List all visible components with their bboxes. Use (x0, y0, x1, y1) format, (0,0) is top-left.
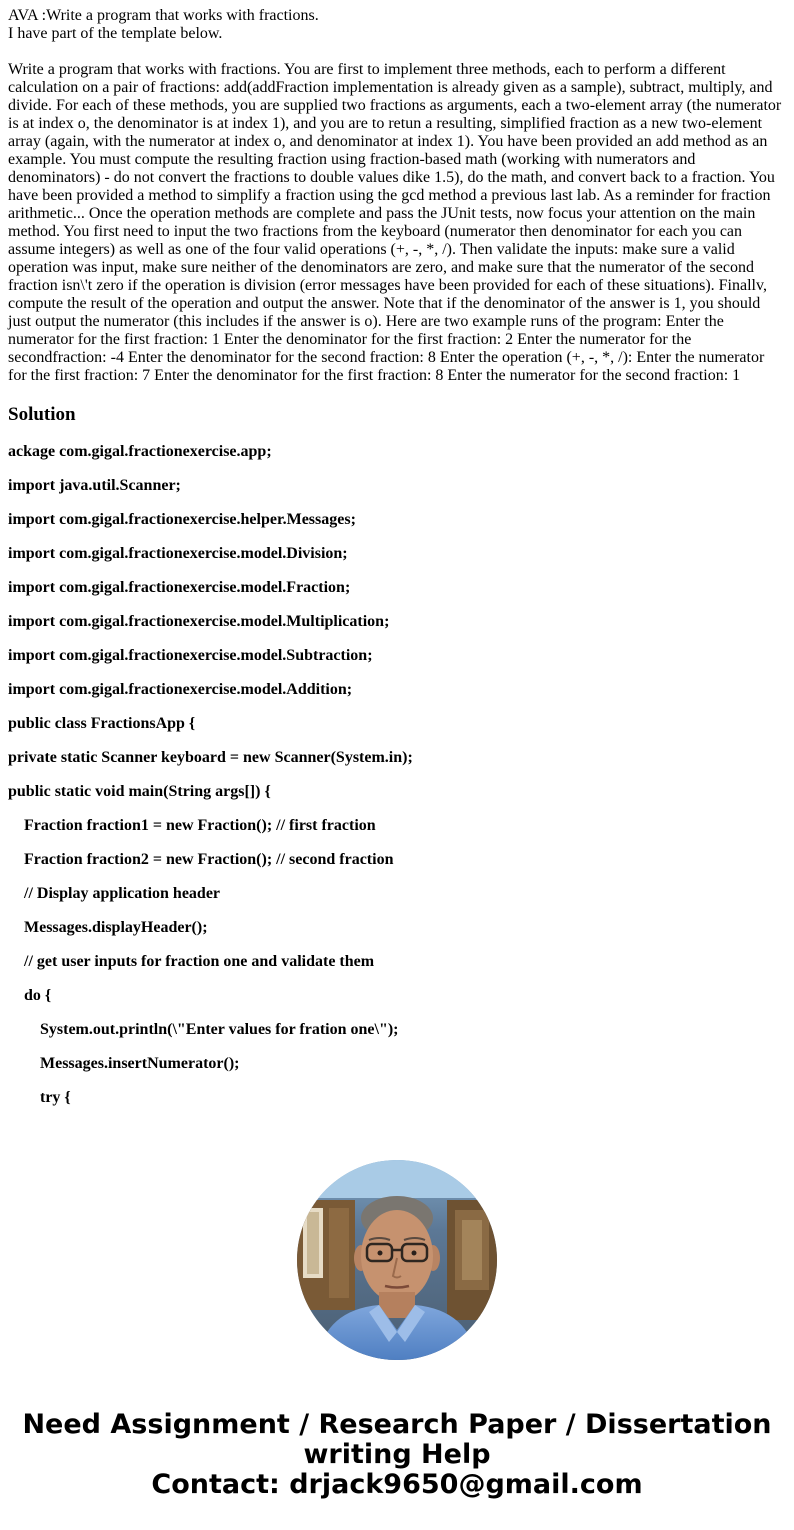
page (0, 7, 794, 1107)
code-line: do { (8, 987, 52, 1004)
intro-line-1: AVA :Write a program that works with fractions. (8, 7, 319, 24)
solution-heading: Solution (8, 404, 76, 425)
code-line: Fraction fraction2 = new Fraction(); // second fraction (8, 851, 394, 868)
code-line: public static void main(String args[]) { (8, 783, 271, 800)
promo-line-1: Need Assignment / Research Paper / Dissertation (22, 1409, 772, 1440)
code-line: public class FractionsApp { (8, 715, 196, 732)
code-line: Messages.insertNumerator(); (8, 1055, 240, 1072)
tutor-photo-drawing (297, 1160, 497, 1360)
promo-line-2: writing Help (303, 1439, 491, 1470)
promo-contact: Contact: drjack9650@gmail.com (151, 1469, 643, 1500)
code-line: ackage com.gigal.fractionexercise.app; (8, 443, 272, 460)
code-line: import com.gigal.fractionexercise.model.Fraction; (8, 579, 351, 596)
question-text: Write a program that works with fractions. You are first to implement three methods, each to perform a different calculation on a pair of fractions: add(addFraction implementation is already given as a sample), subtract, multiply, and divide. For each of these methods, you are supplied two fractions as arguments, each a two-element array (the numerator is at index o, the denominator is at index 1), and you are to retun a resulting, simplified fraction as a new two-element array (again, with the numerator at index o, and denominator at index 1). You have been provided an add method as an example. You must compute the resulting fraction using fraction-based math (working with numerators and denominators) - do not convert the fractions to double values dike 1.5), do the math, and convert back to a fraction. You have been provided a method to simplify a fraction using the gcd method a previous last lab. As a reminder for fraction arithmetic... Once the operation methods are complete and pass the JUnit tests, now focus your attention on the main method. You first need to input the two fractions from the keyboard (numerator then denominator for each you can assume integers) as well as one of the four valid operations (+, -, *, /). Then validate the inputs: make sure a valid operation was input, make sure neither of the denominators are zero, and make sure that the numerator of the second fraction isn\'t zero if the operation is division (error messages have been provided for each of these situations). Finallv, compute the result of the operation and output the answer. Note that if the denominator of the answer is 1, you should just output the numerator (this includes if the answer is o). Here are two example runs of the program: Enter the numerator for the first fraction: 1 Enter the denominator for the first fraction: 2 Enter the numerator for the secondfraction: -4 Enter the denominator for the second fraction: 8 Enter the operation (+, -, *, /): Enter the numerator for the first fraction: 7 Enter the denominator for the first fraction: 8 Enter the numerator for the second fraction: 1 (8, 61, 782, 384)
promo-banner (0, 1410, 794, 1500)
tutor-photo (297, 1160, 497, 1360)
code-line: import com.gigal.fractionexercise.model.Multiplication; (8, 613, 390, 630)
code-line: import com.gigal.fractionexercise.model.Addition; (8, 681, 353, 698)
code-line: // get user inputs for fraction one and validate them (8, 953, 375, 970)
code-line: private static Scanner keyboard = new Scanner(System.in); (8, 749, 413, 766)
code-line: Fraction fraction1 = new Fraction(); // first fraction (8, 817, 376, 834)
code-line: import com.gigal.fractionexercise.model.Division; (8, 545, 348, 562)
code-line: System.out.println(\"Enter values for fration one\"); (8, 1021, 399, 1038)
solution-code (8, 443, 786, 1107)
intro-line-2: I have part of the template below. (8, 25, 223, 42)
intro (8, 7, 786, 43)
code-line: import com.gigal.fractionexercise.helper.Messages; (8, 511, 356, 528)
code-line: // Display application header (8, 885, 221, 902)
code-line: Messages.displayHeader(); (8, 919, 208, 936)
code-line: import com.gigal.fractionexercise.model.Subtraction; (8, 647, 373, 664)
code-line: import java.util.Scanner; (8, 477, 181, 494)
code-line: try { (8, 1089, 71, 1106)
